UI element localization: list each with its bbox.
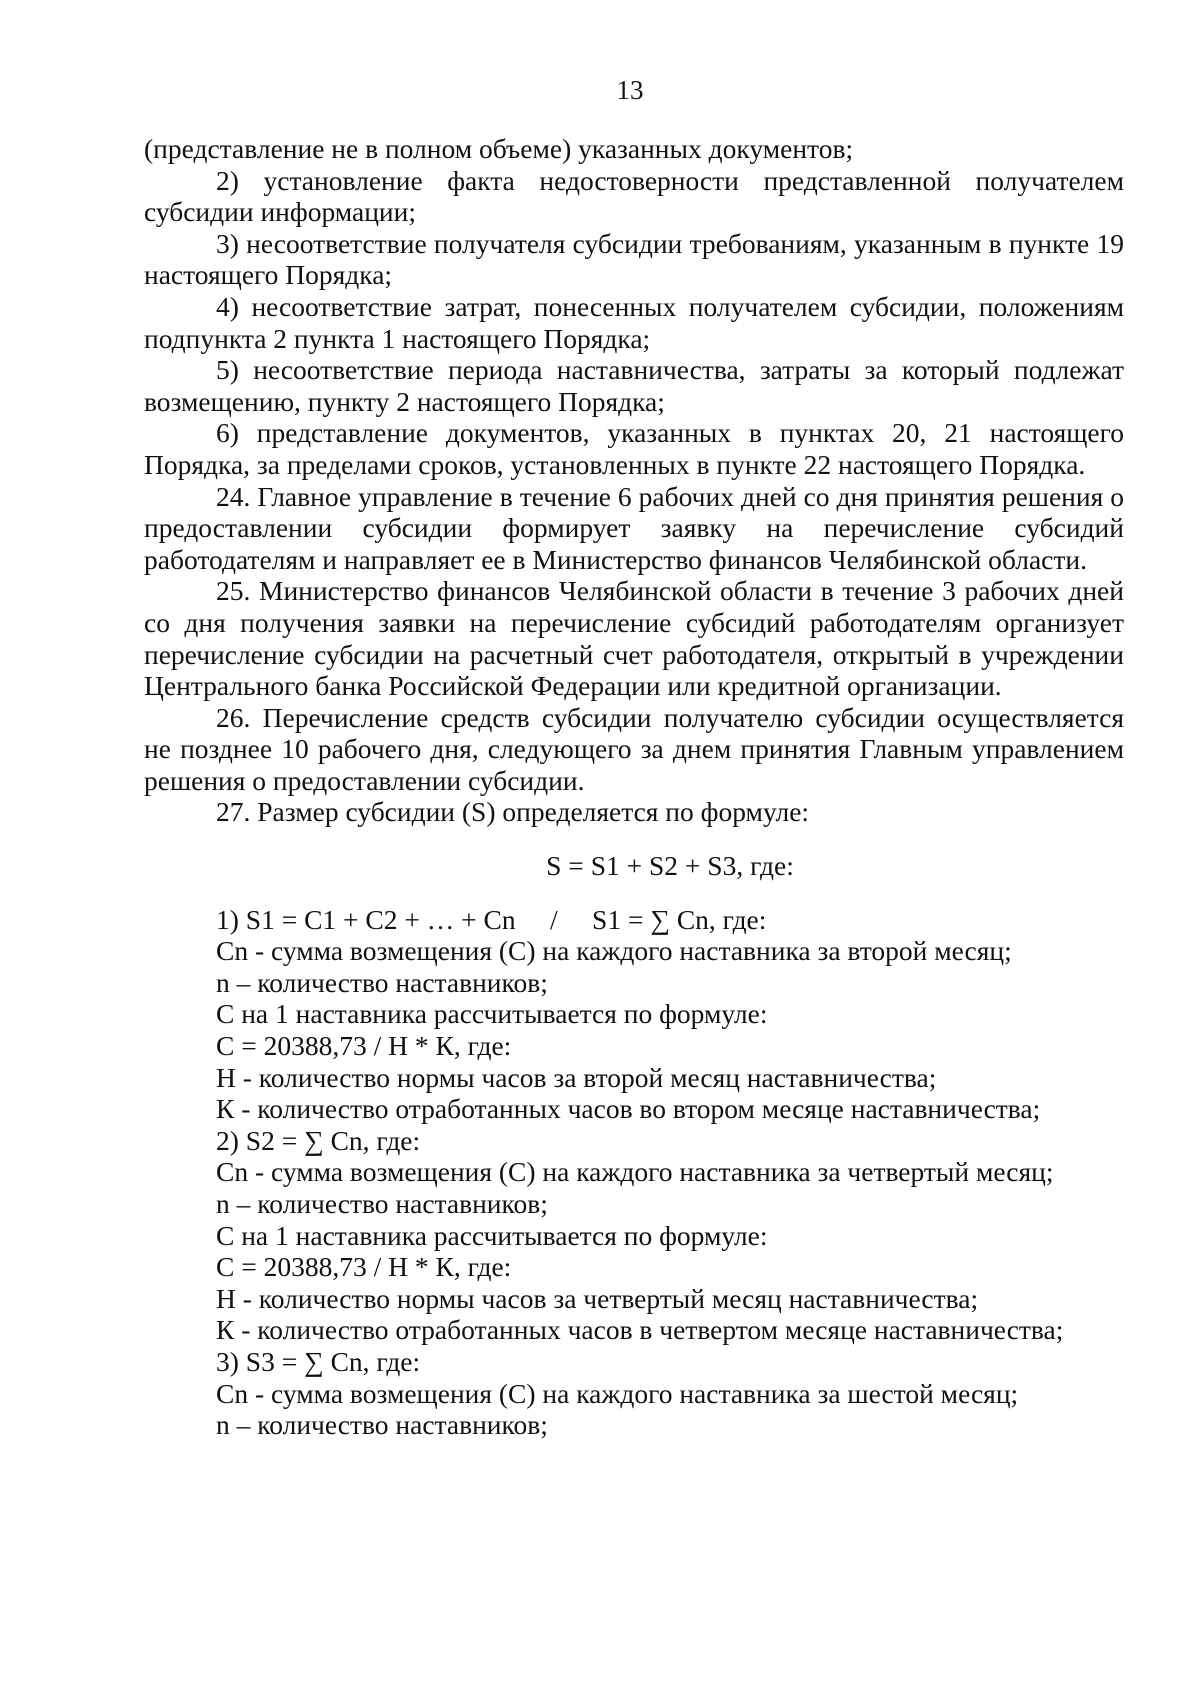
formula-line: C на 1 наставника рассчитывается по формуле: [216,1219,768,1251]
formula-line: Н - количество нормы часов за четвертый месяц наставничества; [216,1282,979,1314]
main-formula: S = S1 + S2 + S3, где: [546,850,794,882]
formula-line: Cn - сумма возмещения (C) на каждого наставника за четвертый месяц; [216,1156,1054,1188]
formula-line: n – количество наставников; [216,1188,548,1219]
paragraph-item-3: 3) несоответствие получателя субсидии требованиям, указанным в пункте 19 настоящего Порядка; [144,227,1124,291]
formula-line: n – количество наставников; [216,966,548,998]
paragraph-item-6: 6) представление документов, указанных в пунктах 20, 21 настоящего Порядка, за пределами сроков, установленных в пункте 22 настоящего Порядка. [144,417,1124,480]
paragraph-24: 24. Главное управление в течение 6 рабочих дней со дня принятия решения о предоставлении субсидии формирует заявку на перечисление субсидий работодателям и направляет ее в Министерство финансов Челябинской области. [144,480,1124,575]
paragraph-continuation: (представление не в полном объеме) указанных документов; [144,133,854,164]
formula-line: C на 1 наставника рассчитывается по формуле: [216,998,768,1030]
formula-line: Cn - сумма возмещения (C) на каждого наставника за шестой месяц; [216,1377,1019,1409]
paragraph-26: 26. Перечисление средств субсидии получателю субсидии осуществляется не позднее 10 рабочего дня, следующего за днем принятия Главным управлением решения о предоставлении субсидии. [144,701,1124,796]
paragraph-27: 27. Размер субсидии (S) определяется по формуле: [216,796,810,828]
paragraph-item-5: 5) несоответствие периода наставничества, затраты за который подлежат возмещению, пункту 2 настоящего Порядка; [144,354,1124,417]
formula-line: C = 20388,73 / Н * К, где: [216,1251,512,1283]
formula-line: К - количество отработанных часов во втором месяце наставничества; [216,1093,1041,1125]
document-body [144,133,1124,1441]
paragraph-25: 25. Министерство финансов Челябинской области в течение 3 рабочих дней со дня получения заявки на перечисление субсидий работодателям организует перечисление субсидии на расчетный счет работодателя, открытый в учреждении Центрального банка Российской Федерации или кредитной организации. [144,575,1124,702]
page-number: 13 [616,75,644,105]
formula-line: C = 20388,73 / Н * К, где: [216,1030,512,1062]
formula-line: 1) S1 = C1 + C2 + … + Cn / S1 = ∑ Cn, где: [216,903,767,935]
formula-line: 2) S2 = ∑ Cn, где: [216,1124,421,1156]
formula-line: Cn - сумма возмещения (C) на каждого наставника за второй месяц; [216,935,1012,967]
formula-line: n – количество наставников; [216,1409,548,1441]
formula-line: К - количество отработанных часов в четвертом месяце наставничества; [216,1314,1064,1346]
formula-line: Н - количество нормы часов за второй месяц наставничества; [216,1061,937,1093]
paragraph-item-4: 4) несоответствие затрат, понесенных получателем субсидии, положениям подпункта 2 пункта 1 настоящего Порядка; [144,290,1124,354]
formula-line: 3) S3 = ∑ Cn, где: [216,1345,421,1377]
paragraph-item-2: 2) установление факта недостоверности представленной получателем субсидии информации; [144,164,1124,228]
